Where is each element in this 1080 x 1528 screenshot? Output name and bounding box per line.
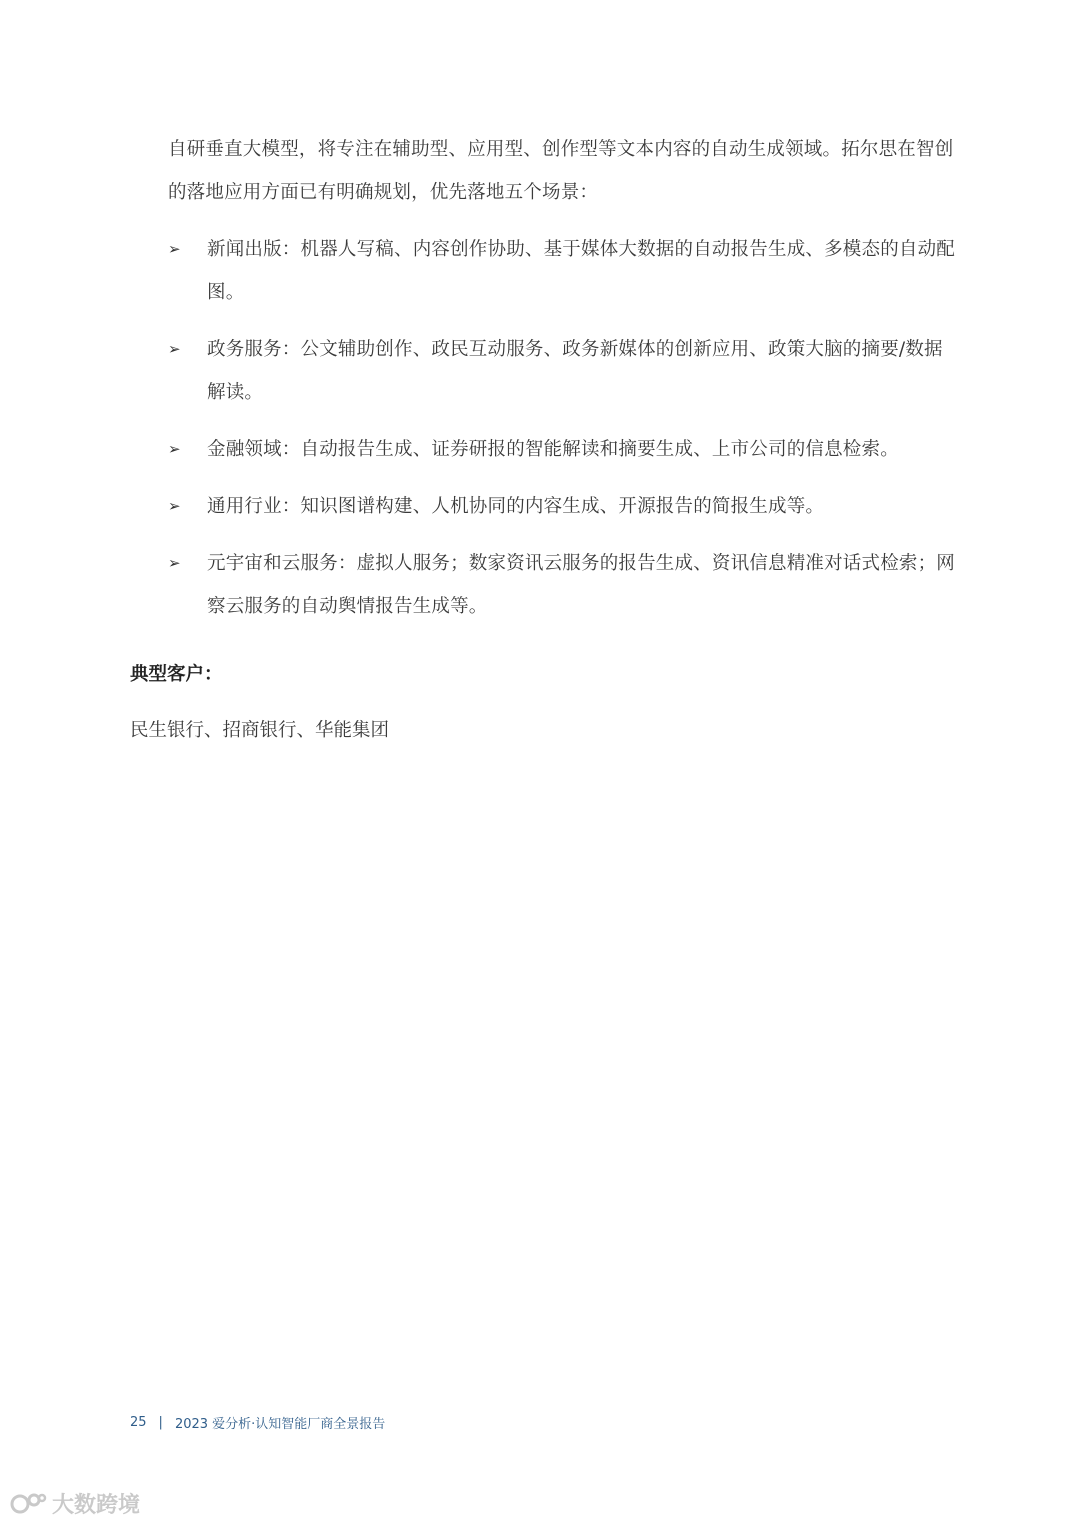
page-footer: [130, 1413, 385, 1432]
list-item: [168, 428, 958, 471]
list-item-text: 元宇宙和云服务：虚拟人服务；数家资讯云服务的报告生成、资讯信息精准对话式检索；网察云服务的自动舆情报告生成等。: [207, 553, 956, 617]
arrow-bullet-icon: ➢: [168, 497, 181, 515]
list-item-text: 通用行业：知识图谱构建、人机协同的内容生成、开源报告的简报生成等。: [207, 496, 825, 517]
arrow-bullet-icon: ➢: [168, 440, 181, 458]
list-item: [168, 542, 958, 628]
watermark-text: 大数跨境: [52, 1493, 141, 1518]
list-item: [168, 328, 958, 414]
list-item: [168, 228, 958, 314]
watermark: [8, 1488, 140, 1519]
report-title: 2023 爱分析·认知智能厂商全景报告: [174, 1417, 386, 1432]
customers-heading: 典型客户：: [130, 664, 223, 685]
list-item-text: 新闻出版：机器人写稿、内容创作协助、基于媒体大数据的自动报告生成、多模态的自动配图。: [207, 239, 956, 303]
list-item: [168, 485, 958, 528]
page-number: 25: [130, 1415, 147, 1430]
watermark-logo-icon: [8, 1491, 48, 1517]
list-item-text: 金融领域：自动报告生成、证券研报的智能解读和摘要生成、上市公司的信息检索。: [207, 439, 899, 460]
customers-list: 民生银行、招商银行、华能集团: [130, 720, 390, 741]
arrow-bullet-icon: ➢: [168, 340, 181, 358]
list-item-text: 政务服务：公文辅助创作、政民互动服务、政务新媒体的创新应用、政策大脑的摘要/数据解读。: [207, 339, 943, 403]
footer-separator: |: [158, 1415, 163, 1430]
arrow-bullet-icon: ➢: [168, 240, 181, 258]
arrow-bullet-icon: ➢: [168, 554, 181, 572]
intro-paragraph: 自研垂直大模型，将专注在辅助型、应用型、创作型等文本内容的自动生成领域。拓尔思在智创的落地应用方面已有明确规划，优先落地五个场景：: [168, 139, 954, 203]
scenario-list: [168, 228, 958, 642]
